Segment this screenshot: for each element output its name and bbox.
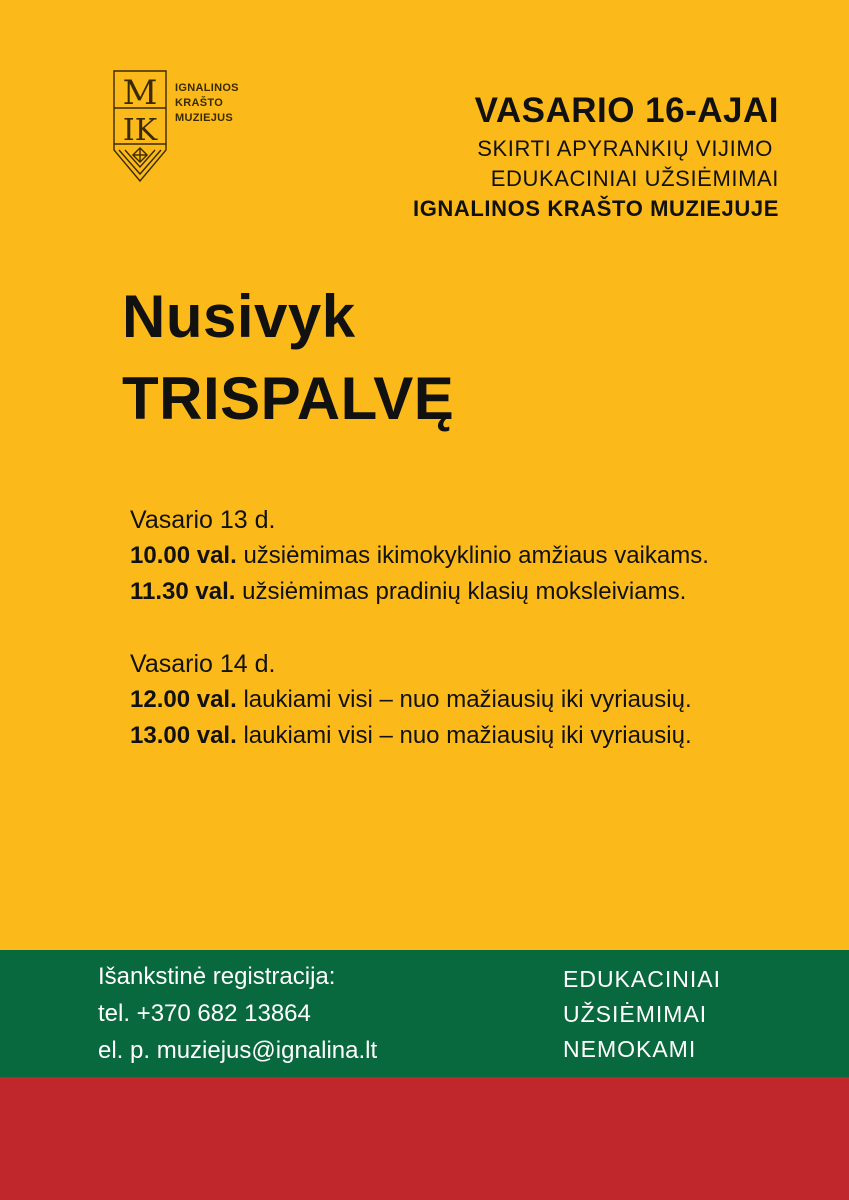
schedule-slot	[130, 718, 770, 754]
event-header	[413, 88, 779, 224]
slot-description: laukiami visi – nuo mažiausių iki vyriausių.	[243, 686, 692, 713]
red-band	[0, 1077, 849, 1200]
logo-line: MUZIEJUS	[175, 112, 234, 124]
svg-text:IK: IK	[122, 113, 158, 148]
email-address[interactable]: el. p. muziejus@ignalina.lt	[98, 1037, 378, 1064]
event-location: IGNALINOS KRAŠTO MUZIEJUJE	[412, 196, 779, 221]
main-title-line: Nusivyk	[122, 283, 356, 350]
contacts	[98, 958, 377, 1069]
main-title	[122, 276, 454, 440]
schedule	[130, 502, 770, 754]
svg-text:M: M	[122, 73, 158, 113]
slot-time: 11.30 val.	[130, 578, 236, 605]
free-admission-note	[563, 962, 721, 1067]
slot-time: 12.00 val.	[130, 686, 237, 713]
slot-description: užsiėmimas ikimokyklinio amžiaus vaikams.	[243, 542, 709, 569]
event-subtitle-line: SKIRTI APYRANKIŲ VIJIMO	[477, 136, 773, 161]
event-subtitle-line: EDUKACINIAI UŽSIĖMIMAI	[490, 166, 779, 191]
slot-time: 13.00 val.	[130, 722, 237, 749]
event-date-title: VASARIO 16-AJAI	[474, 91, 779, 130]
schedule-slot	[130, 538, 770, 574]
museum-logo-icon	[113, 70, 167, 182]
registration-label: Išankstinė registracija:	[98, 963, 336, 990]
day-heading: Vasario 13 d.	[130, 506, 276, 534]
free-note-line: NEMOKAMI	[563, 1036, 697, 1062]
main-title-line: TRISPALVĘ	[122, 365, 455, 432]
free-note-line: UŽSIĖMIMAI	[563, 1001, 708, 1027]
schedule-slot	[130, 574, 770, 610]
slot-description: užsiėmimas pradinių klasių moksleiviams.	[242, 578, 687, 605]
day-heading: Vasario 14 d.	[130, 650, 276, 678]
logo-line: KRAŠTO	[175, 97, 224, 109]
schedule-day	[130, 646, 770, 754]
free-note-line: EDUKACINIAI	[563, 966, 721, 992]
phone-number[interactable]: tel. +370 682 13864	[98, 1000, 311, 1027]
slot-description: laukiami visi – nuo mažiausių iki vyriausių.	[243, 722, 692, 749]
museum-logo-text	[175, 81, 239, 126]
logo-line: IGNALINOS	[175, 82, 239, 94]
museum-logo	[113, 70, 253, 186]
slot-time: 10.00 val.	[130, 542, 237, 569]
schedule-slot	[130, 682, 770, 718]
schedule-day	[130, 502, 770, 610]
